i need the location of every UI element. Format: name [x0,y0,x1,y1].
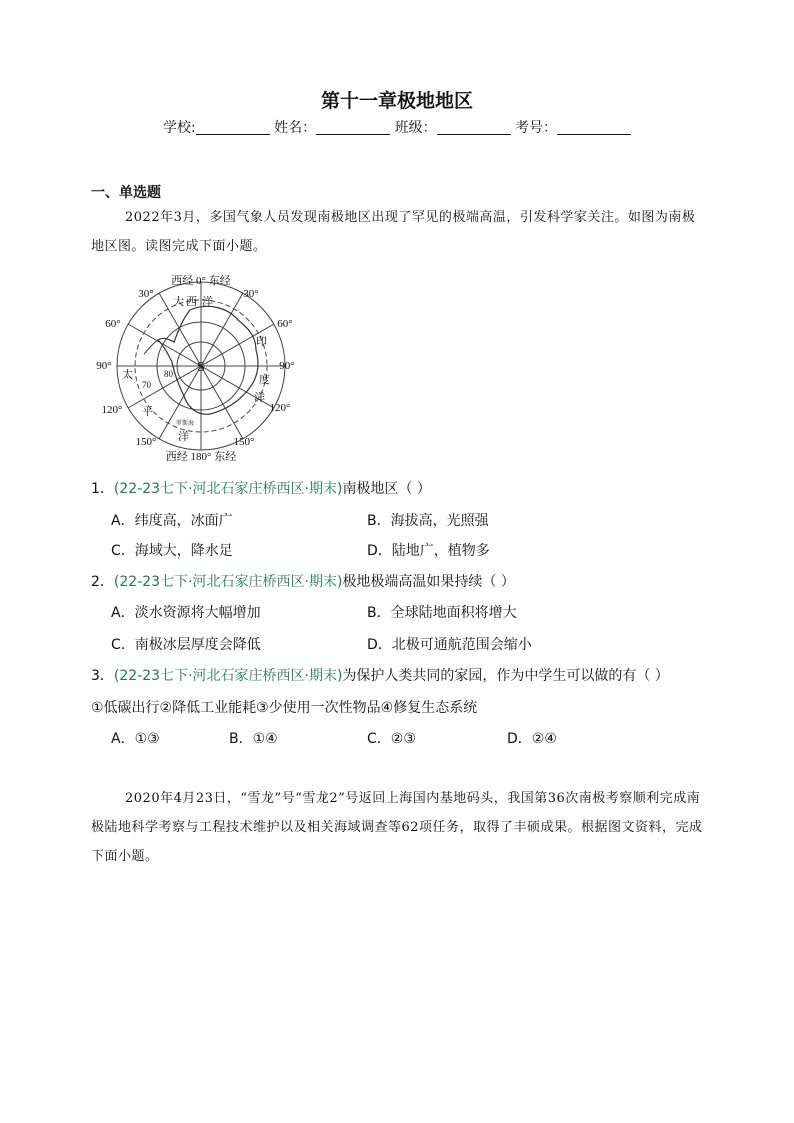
label-pole: S [197,360,205,375]
q1-option-b[interactable]: B．海拔高，光照强 [367,513,489,529]
label-w150: 150° [135,436,157,448]
label-e90: 90° [279,360,295,372]
student-info-line [0,117,794,137]
page-title: 第十一章极地地区 [320,90,473,112]
antarctica-map [98,270,298,463]
label-yang-indian: 洋 [254,392,265,404]
passage-2: 2020年4月23日，“雪龙”号“雪龙2”号返回上海国内基地码头，我国第36次南极考察顺利完成南极陆地科学考察与工程技术维护以及相关海域调查等62项任务，取得了丰硕成果。根据图文资料，完成下面小题。 [91,791,703,864]
label-e30: 30° [243,288,259,300]
q3-option-d[interactable]: D．②④ [507,731,557,747]
label-w60: 60° [105,318,121,330]
q1-option-a[interactable]: A．纬度高，冰面广 [111,513,233,529]
q3-statements: ①低碳出行②降低工业能耗③少使用一次性物品④修复生态系统 [91,700,478,716]
q1-option-d[interactable]: D．陆地广，植物多 [367,543,490,559]
passage-1: 2022年3月，多国气象人员发现南极地区出现了罕见的极端高温，引发科学家关注。如图为南极地区图。读图完成下面小题。 [91,210,696,254]
label-e60: 60° [277,318,293,330]
section-heading: 一、单选题 [91,185,161,201]
label-w90: 90° [96,360,112,372]
label-w120: 120° [101,404,123,416]
school-label: 学校: [162,120,196,136]
q2-option-b[interactable]: B．全球陆地面积将增大 [367,605,517,621]
q3-option-c[interactable]: C．②③ [367,731,416,747]
label-lat70: 70 [142,380,151,390]
q3-option-a[interactable]: A．①③ [111,731,160,747]
class-blank[interactable] [437,120,511,135]
number-label: 考号： [515,120,558,136]
q2-option-d[interactable]: D．北极可通航范围会缩小 [367,637,532,653]
name-label: 姓名： [274,120,317,136]
q1-option-c[interactable]: C．海域大，降水足 [111,543,233,559]
question-number: 3． [91,668,114,684]
q3-option-b[interactable]: B．①④ [229,731,278,747]
label-yin: 印 [256,336,267,348]
label-tai: 太 [122,369,133,381]
question-source[interactable]: (22-23七下·河北石家庄桥西区·期末) [113,574,343,590]
label-ping: 平 [142,406,153,418]
question-stem: 极地极端高温如果持续（ ） [342,574,515,590]
label-da: 大 [173,296,184,308]
label-du: 度 [259,374,270,386]
question-stem: 南极地区（ ） [342,481,431,497]
label-xi: 西 [186,296,197,308]
question-source[interactable]: (22-23七下·河北石家庄桥西区·期末) [113,481,343,497]
label-ross: 罗斯海 [176,421,195,427]
question-source[interactable]: (22-23七下·河北石家庄桥西区·期末) [113,668,343,684]
label-w30: 30° [138,288,154,300]
question-2 [91,571,515,591]
question-1 [91,478,431,498]
label-yang-atlantic: 洋 [202,296,213,308]
name-blank[interactable] [316,120,390,135]
question-number: 2． [91,574,114,590]
question-stem: 为保护人类共同的家园，作为中学生可以做的有（ ） [342,668,669,684]
label-e150: 150° [233,436,255,448]
label-e120: 120° [269,402,291,414]
antarctic-peninsula [144,340,158,354]
number-blank[interactable] [557,120,631,135]
q2-option-c[interactable]: C．南极冰层厚度会降低 [111,637,261,653]
q2-option-a[interactable]: A．淡水资源将大幅增加 [111,605,261,621]
question-3 [91,665,669,685]
class-label: 班级： [394,120,437,136]
question-number: 1． [91,481,114,497]
label-lat80: 80 [164,369,173,379]
school-blank[interactable] [196,120,270,135]
label-top: 西经 0° 东经 [171,275,231,287]
label-yang-pacific: 洋 [178,431,189,443]
label-bottom: 西经 180° 东经 [165,451,237,463]
